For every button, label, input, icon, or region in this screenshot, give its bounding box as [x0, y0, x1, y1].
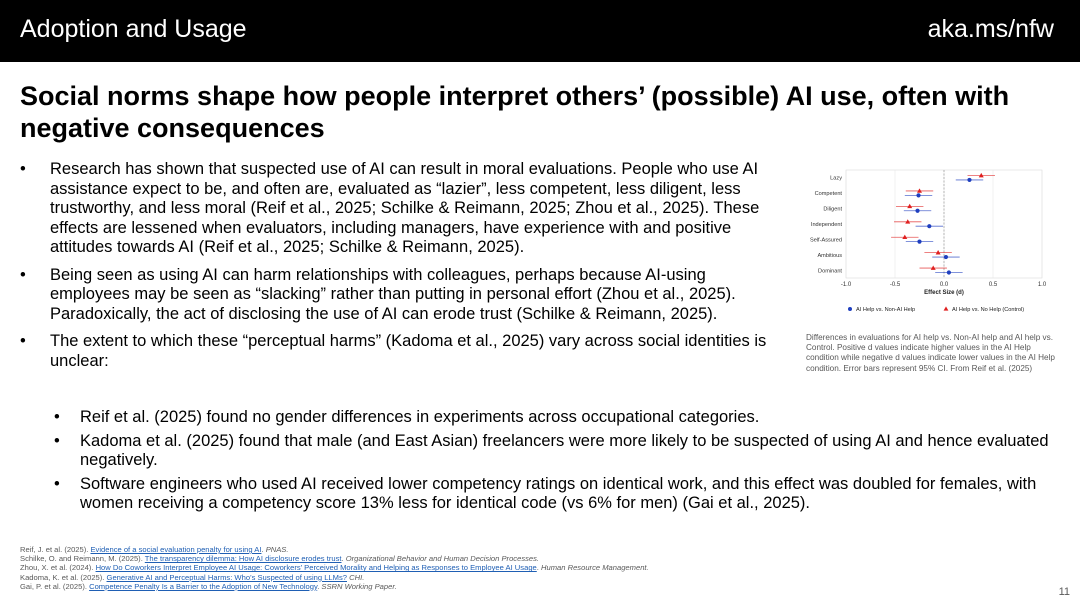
reference-venue: CHI.: [349, 572, 365, 582]
data-point: [917, 240, 921, 244]
data-point: [947, 270, 951, 274]
legend-label: AI Help vs. No Help (Control): [952, 307, 1025, 313]
x-tick-label: 0.0: [939, 282, 949, 288]
reference-separator: .: [536, 563, 541, 573]
y-tick-label: Diligent: [823, 206, 842, 213]
references: [20, 545, 1020, 591]
y-tick-label: Self-Assured: [809, 237, 842, 244]
y-tick-label: Ambitious: [817, 252, 842, 259]
slide-title: Social norms shape how people interpret others’ (possible) AI use, often with negative consequences: [20, 81, 1010, 143]
reference-kadoma: [20, 573, 1020, 582]
reference-zhou: [20, 563, 1020, 572]
y-tick-label: Independent: [810, 222, 842, 228]
bullet-moral-evaluations: • Research has shown that suspected use of AI can result in moral evaluations. People who use AI assistance expect to be, and often are, evaluated as “lazier”, less competent, less diligent, less trustworthy, and less moral (Reif et al., 2025; Schilke & Reimann, 2025; Zhou et al., 2025). These effects are lessened when evaluators, including managers, have experience with and positive attitudes towards AI (Reif et al., 2025; Schilke & Reimann, 2025).: [18, 160, 778, 258]
data-point: [915, 209, 919, 213]
reference-separator: .: [317, 581, 322, 591]
reference-separator: .: [261, 545, 266, 554]
x-tick-label: 0.5: [988, 282, 998, 288]
reference-link[interactable]: Evidence of a social evaluation penalty for using AI: [90, 545, 262, 554]
reference-reif: [20, 545, 1020, 554]
reference-gai: [20, 582, 1020, 591]
effect-size-chart-svg: [792, 166, 1047, 316]
reference-separator: .: [341, 554, 346, 564]
data-point: [944, 255, 948, 259]
x-tick-label: -0.5: [889, 282, 901, 288]
reference-authors: Zhou, X. et al. (2024).: [20, 563, 96, 573]
effect-size-chart: [792, 166, 1047, 316]
x-tick-label: -1.0: [840, 282, 852, 288]
reference-link[interactable]: Competence Penalty Is a Barrier to the Adoption of New Technology: [89, 581, 318, 591]
sub-bullet-list: [52, 408, 1062, 518]
reference-authors: Reif, J. et al. (2025).: [20, 545, 91, 554]
data-point: [967, 178, 971, 182]
y-tick-label: Lazy: [830, 175, 842, 182]
reference-authors: Schilke, O. and Reimann, M. (2025).: [20, 554, 145, 564]
reference-authors: Gai, P. et al. (2025).: [20, 581, 90, 591]
sub-bullet-kadoma: • Kadoma et al. (2025) found that male (and East Asian) freelancers were more likely to be suspected of using AI and hence evaluated negatively.: [52, 432, 1062, 471]
reference-link[interactable]: Generative AI and Perceptual Harms: Who’s Suspected of using LLMs?: [106, 572, 347, 582]
data-point: [916, 193, 920, 197]
reference-venue: Human Resource Management.: [541, 563, 649, 573]
reference-venue: PNAS.: [265, 545, 289, 554]
reference-authors: Kadoma, K. et al. (2025).: [20, 572, 107, 582]
reference-venue: SSRN Working Paper.: [321, 581, 397, 591]
section-title: Adoption and Usage: [20, 15, 247, 43]
page-number: 11: [1058, 586, 1070, 598]
y-tick-label: Dominant: [818, 268, 842, 275]
header-bar: [0, 0, 1080, 62]
sub-bullet-reif: • Reif et al. (2025) found no gender differences in experiments across occupational categories.: [52, 408, 1062, 428]
reference-schilke: [20, 554, 1020, 563]
figure-caption: Differences in evaluations for AI help vs. Non-AI help and AI help vs. Control. Positive d values indicate higher values in the AI Help condition while negative d values indicate lower values in the AI Help condition. Error bars represent 95% CI. From Reif et al. (2025): [806, 333, 1055, 373]
data-point: [927, 224, 931, 228]
sub-bullet-gai: • Software engineers who used AI received lower competency ratings on identical work, and this effect was doubled for females, with women receiving a competency score 13% less for identical code (vs 6% for men) (Gai et al., 2025).: [52, 475, 1062, 514]
main-bullet-list: [18, 160, 778, 379]
reference-link[interactable]: The transparency dilemma: How AI disclosure erodes trust: [144, 554, 342, 564]
legend-marker: [848, 307, 852, 311]
x-tick-label: 1.0: [1037, 282, 1047, 288]
legend-marker: [944, 306, 949, 310]
x-axis-label: Effect Size (d): [924, 290, 964, 296]
bullet-colleague-relationships: • Being seen as using AI can harm relationships with colleagues, perhaps because AI-using employees may be seen as “slacking” rather than putting in personal effort (Zhou et al., 2025). Paradoxically, the act of disclosing the use of AI can erode trust (Schilke & Reimann, 2025).: [18, 266, 778, 325]
y-tick-label: Competent: [814, 191, 842, 198]
bullet-perceptual-harms: • The extent to which these “perceptual harms” (Kadoma et al., 2025) vary across social identities is unclear:: [18, 332, 778, 371]
reference-venue: Organizational Behavior and Human Decision Processes.: [345, 554, 540, 564]
reference-link[interactable]: How Do Coworkers Interpret Employee AI Usage: Coworkers’ Perceived Morality and Helping as Responses to Employee AI Usage: [95, 563, 537, 573]
header-link[interactable]: aka.ms/nfw: [927, 15, 1054, 43]
legend-label: AI Help vs. Non-AI Help: [856, 307, 916, 313]
